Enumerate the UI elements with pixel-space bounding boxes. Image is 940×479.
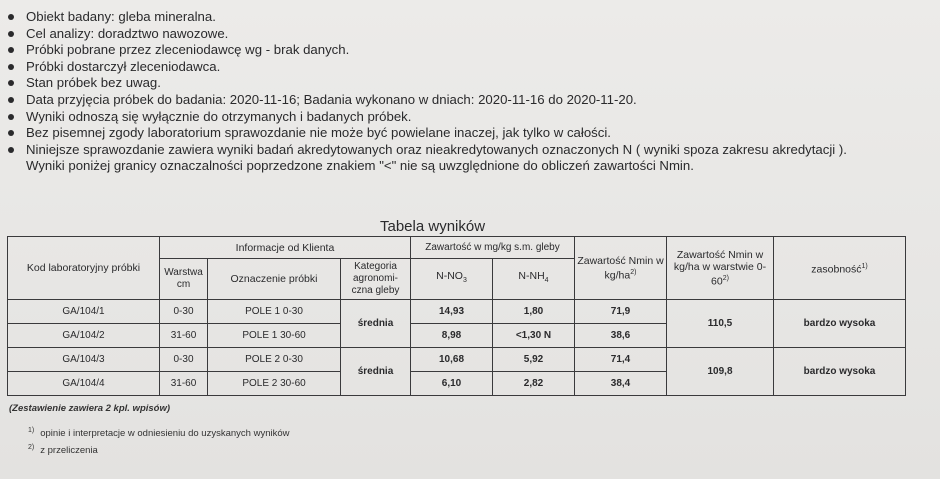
footnote: $^{1)}$ opinie i interpretacje w odniesieniu do uzyskanych wyników xyxy=(28,427,290,440)
note-item: Próbki dostarczył zleceniodawca. xyxy=(6,59,936,76)
cell-n-nh4: 5,92 xyxy=(493,348,575,372)
cell-nmin: 71,9 xyxy=(575,300,667,324)
bullet-icon xyxy=(8,80,14,86)
cell-kod: GA/104/3 xyxy=(8,348,160,372)
bullet-icon xyxy=(8,147,14,153)
header-row xyxy=(8,237,906,259)
bullet-icon xyxy=(8,14,14,20)
cell-oznaczenie: POLE 2 30-60 xyxy=(208,372,341,396)
cell-kategoria: średnia xyxy=(341,348,411,396)
note-item: Stan próbek bez uwag. xyxy=(6,75,936,92)
note-item: Cel analizy: doradztwo nawozowe. xyxy=(6,26,936,43)
bullet-icon xyxy=(8,31,14,37)
cell-n-no3: 6,10 xyxy=(411,372,493,396)
cell-n-nh4: 2,82 xyxy=(493,372,575,396)
header-n-no3: $N-NO_3$ xyxy=(411,259,493,300)
header-warstwa: Warstwa cm xyxy=(160,259,208,300)
cell-n-no3: 14,93 xyxy=(411,300,493,324)
header-zasobnosc: zasobność$^{1)}$ xyxy=(774,237,906,300)
note-item: Bez pisemnej zgody laboratorium sprawozdanie nie może być powielane inaczej, jak tylko w całości. xyxy=(6,125,936,142)
header-kategoria: Kategoria agronomi-czna gleby xyxy=(341,259,411,300)
table-entry-count-note: (Zestawienie zawiera 2 kpl. wpisów) xyxy=(9,403,171,414)
cell-warstwa: 0-30 xyxy=(160,300,208,324)
cell-kategoria: średnia xyxy=(341,300,411,348)
bullet-icon xyxy=(8,64,14,70)
table-row xyxy=(8,348,906,372)
note-item: Data przyjęcia próbek do badania: 2020-11-16; Badania wykonano w dniach: 2020-11-16 do 2020-11-20. xyxy=(6,92,936,109)
note-item: Próbki pobrane przez zleceniodawcę wg - brak danych. xyxy=(6,42,936,59)
cell-n-no3: 10,68 xyxy=(411,348,493,372)
cell-zasobnosc: bardzo wysoka xyxy=(774,348,906,396)
bullet-icon xyxy=(8,114,14,120)
cell-nmin-layer: 110,5 xyxy=(667,300,774,348)
cell-n-no3: 8,98 xyxy=(411,324,493,348)
note-continuation: Wyniki poniżej granicy oznaczalności poprzedzone znakiem "<" nie są uwzględnione do obliczeń zawartości Nmin. xyxy=(26,158,694,174)
header-nmin: Zawartość Nmin w $kg/ha^{2)}$ xyxy=(575,237,667,300)
bullet-icon xyxy=(8,47,14,53)
cell-oznaczenie: POLE 1 30-60 xyxy=(208,324,341,348)
cell-nmin-layer: 109,8 xyxy=(667,348,774,396)
cell-oznaczenie: POLE 2 0-30 xyxy=(208,348,341,372)
note-item: Niniejsze sprawozdanie zawiera wyniki badań akredytowanych oraz nieakredytowanych oznaczonych N ( wyniki spoza zakresu akredytacji ). xyxy=(6,142,936,159)
cell-kod: GA/104/4 xyxy=(8,372,160,396)
cell-oznaczenie: POLE 1 0-30 xyxy=(208,300,341,324)
cell-nmin: 38,6 xyxy=(575,324,667,348)
header-oznaczenie: Oznaczenie próbki xyxy=(208,259,341,300)
cell-n-nh4: <1,30 N xyxy=(493,324,575,348)
cell-kod: GA/104/2 xyxy=(8,324,160,348)
cell-zasobnosc: bardzo wysoka xyxy=(774,300,906,348)
header-kod: Kod laboratoryjny próbki xyxy=(8,237,160,300)
cell-n-nh4: 1,80 xyxy=(493,300,575,324)
table-row xyxy=(8,300,906,324)
cell-kod: GA/104/1 xyxy=(8,300,160,324)
cell-warstwa: 31-60 xyxy=(160,372,208,396)
table-title: Tabela wyników xyxy=(380,218,486,235)
cell-warstwa: 0-30 xyxy=(160,348,208,372)
note-item: Obiekt badany: gleba mineralna. xyxy=(6,9,936,26)
note-item: Wyniki odnoszą się wyłącznie do otrzymanych i badanych próbek. xyxy=(6,109,936,126)
report-notes-list xyxy=(6,9,936,175)
header-zawartosc-group: Zawartość w mg/kg s.m. gleby xyxy=(411,237,575,259)
bullet-icon xyxy=(8,97,14,103)
cell-nmin: 71,4 xyxy=(575,348,667,372)
header-nmin-layer: Zawartość Nmin w kg/ha w warstwie 0-60$^{2)}$ xyxy=(667,237,774,300)
footnote: $^{2)}$ z przeliczenia xyxy=(28,444,98,457)
results-table xyxy=(7,236,906,396)
header-n-nh4: $N-NH_4$ xyxy=(493,259,575,300)
cell-nmin: 38,4 xyxy=(575,372,667,396)
header-info-group: Informacje od Klienta xyxy=(160,237,411,259)
bullet-icon xyxy=(8,130,14,136)
cell-warstwa: 31-60 xyxy=(160,324,208,348)
